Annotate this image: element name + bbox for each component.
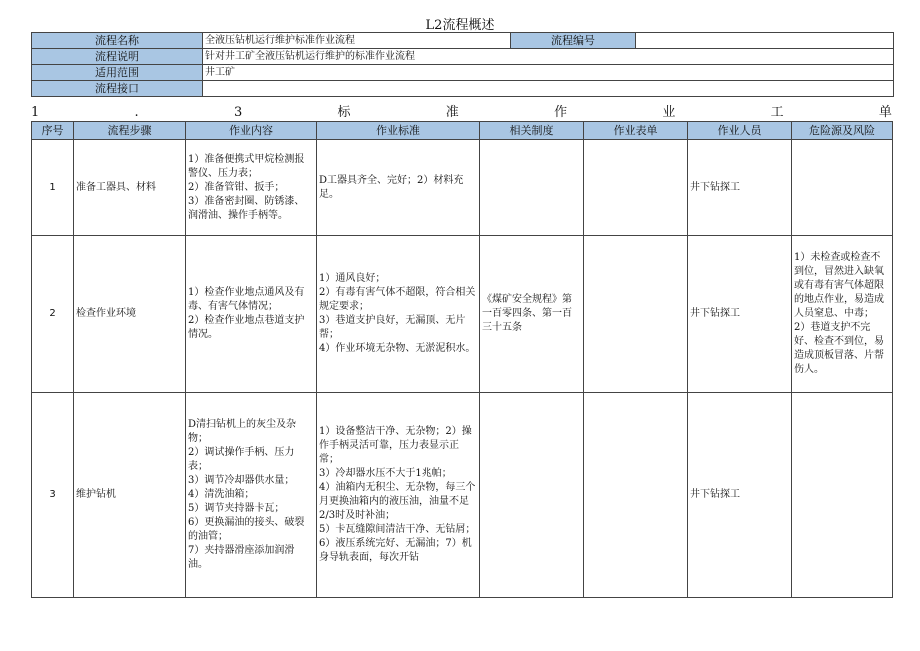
- table-row: [32, 236, 893, 393]
- process-desc-value: 针对井工矿全液压钻机运行维护的标准作业流程: [203, 49, 894, 65]
- row-content: D清扫钻机上的灰尘及杂物； 2）调试操作手柄、压力表； 3）调节冷却器供水量； 4）清洗油箱； 5）调节夹持器卡瓦； 6）更换漏油的接头、破裂的油管； 7）夹持器滑座添加润滑油。: [186, 393, 317, 598]
- row-policy: [480, 140, 584, 236]
- table-row: [32, 393, 893, 598]
- section-char: .: [134, 105, 139, 120]
- row-risk: [792, 393, 893, 598]
- section-heading: [31, 105, 892, 121]
- row-content: 1）检查作业地点通风及有毒、有害气体情况； 2）检查作业地点巷道支护情况。: [186, 236, 317, 393]
- col-header: 流程步骤: [74, 122, 186, 140]
- section-char: 业: [662, 105, 676, 120]
- section-char: 1: [31, 105, 40, 120]
- interface-label: 流程接口: [32, 81, 203, 97]
- row-number: 1: [32, 140, 74, 236]
- process-desc-label: 流程说明: [32, 49, 203, 65]
- section-char: 单: [878, 105, 892, 120]
- section-char: 标: [337, 105, 351, 120]
- row-staff: 井下钻探工: [688, 393, 792, 598]
- row-step: 检查作业环境: [74, 236, 186, 393]
- row-staff: 井下钻探工: [688, 140, 792, 236]
- row-risk: 1）未检查或检查不到位，冒然进入缺氧或有毒有害气体超限的地点作业，易造成人员窒息、中毒； 2）巷道支护不完好、检查不到位，易造成顶板冒落、片帮伤人。: [792, 236, 893, 393]
- row-standard: D工器具齐全、完好；2）材料充足。: [317, 140, 480, 236]
- col-header: 作业表单: [584, 122, 688, 140]
- row-form: [584, 140, 688, 236]
- document-title: L2流程概述: [425, 18, 495, 33]
- section-char: 作: [554, 105, 568, 120]
- work-standard-table: [31, 121, 893, 598]
- section-char: 3: [233, 105, 243, 120]
- row-standard: 1）通风良好； 2）有毒有害气体不超限，符合相关规定要求； 3）巷道支护良好，无漏顶、无片帮； 4）作业环境无杂物、无淤泥积水。: [317, 236, 480, 393]
- row-number: 2: [32, 236, 74, 393]
- interface-value: [203, 81, 894, 97]
- section-char: 工: [770, 105, 784, 120]
- row-policy: 《煤矿安全规程》第一百零四条、第一百三十五条: [480, 236, 584, 393]
- col-header: 相关制度: [480, 122, 584, 140]
- col-header: 序号: [32, 122, 74, 140]
- col-header: 作业标准: [317, 122, 480, 140]
- process-code-label: 流程编号: [511, 33, 636, 49]
- row-standard: 1）设备整洁干净、无杂物；2）操作手柄灵活可靠，压力表显示正常； 3）冷却器水压不大于1兆帕； 4）油箱内无积尘、无杂物，每三个月更换油箱内的液压油，油量不足2/3时及时补油； 5）卡瓦缝隙间清洁干净、无钻屑； 6）液压系统完好、无漏油；7）机身导轨表面，每次开钻: [317, 393, 480, 598]
- row-policy: [480, 393, 584, 598]
- scope-value: 井工矿: [203, 65, 894, 81]
- row-step: 维护钻机: [74, 393, 186, 598]
- process-name-value: 全液压钻机运行维护标准作业流程: [203, 33, 511, 49]
- row-form: [584, 236, 688, 393]
- table-row: [32, 140, 893, 236]
- process-header-table: [31, 32, 894, 97]
- table-header-row: [32, 122, 893, 140]
- row-number: 3: [32, 393, 74, 598]
- process-name-label: 流程名称: [32, 33, 203, 49]
- row-step: 准备工器具、材料: [74, 140, 186, 236]
- col-header: 作业人员: [688, 122, 792, 140]
- section-char: 准: [445, 105, 459, 120]
- scope-label: 适用范围: [32, 65, 203, 81]
- row-staff: 井下钻探工: [688, 236, 792, 393]
- row-content: 1）准备便携式甲烷检测报警仪、压力表； 2）准备管钳、扳手； 3）准备密封圈、防锈漆、润滑油、操作手柄等。: [186, 140, 317, 236]
- col-header: 危险源及风险: [792, 122, 893, 140]
- process-code-value: [636, 33, 894, 49]
- row-form: [584, 393, 688, 598]
- col-header: 作业内容: [186, 122, 317, 140]
- row-risk: [792, 140, 893, 236]
